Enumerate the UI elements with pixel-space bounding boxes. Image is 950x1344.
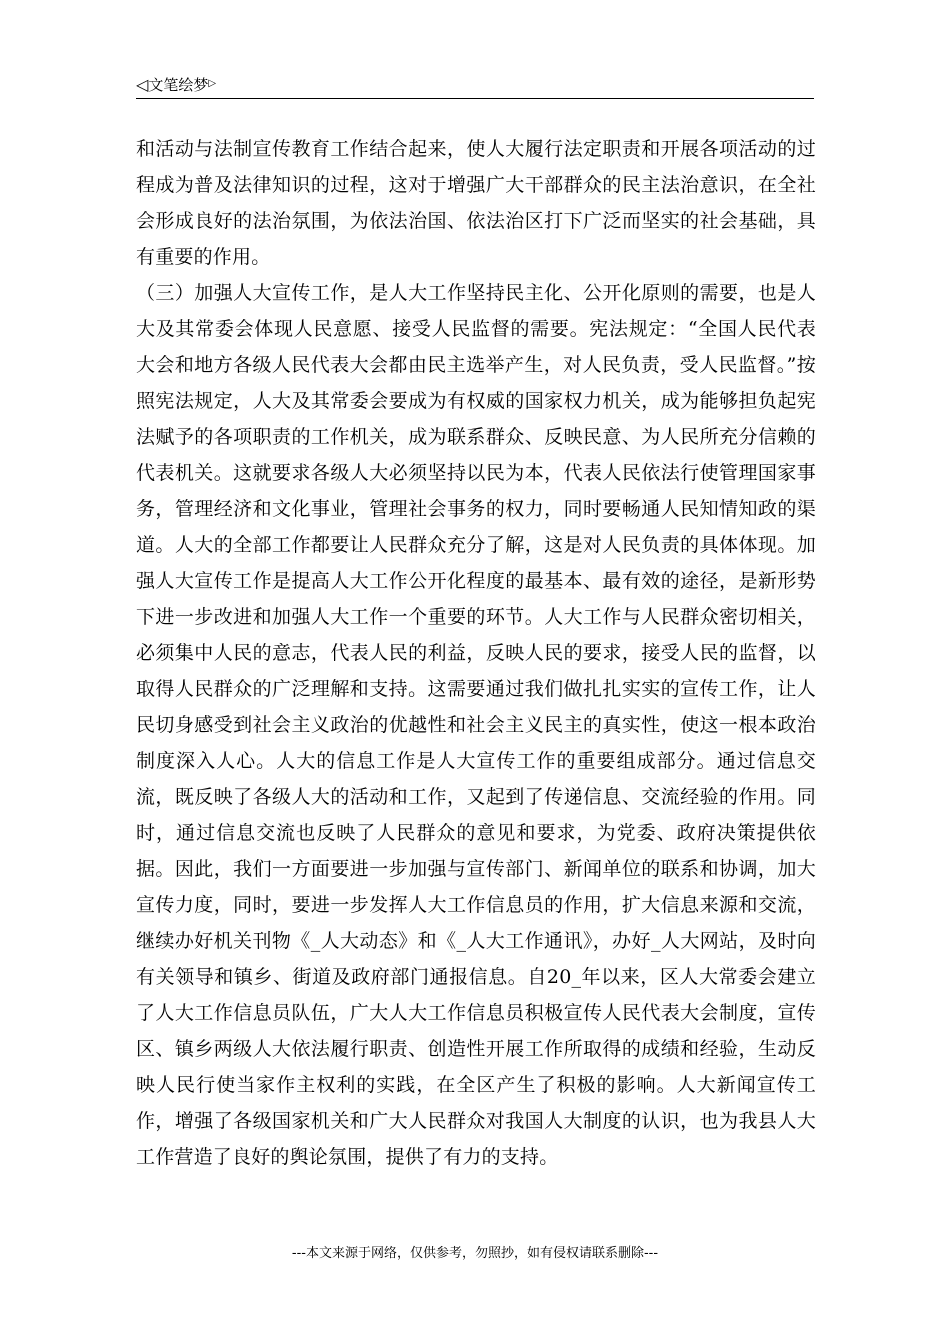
document-body — [136, 131, 816, 1175]
right-triangle-icon: ▷ — [208, 78, 217, 89]
header-title: 文笔绘梦 — [148, 76, 209, 94]
left-triangle-icon: ◁ — [136, 75, 149, 94]
paragraph-1: 和活动与法制宣传教育工作结合起来，使人大履行法定职责和开展各项活动的过程成为普及法律知识的过程，这对于增强广大干部群众的民主法治意识，在全社会形成良好的法治氛围，为依法治国、依法治区打下广泛而坚实的社会基础，具有重要的作用。 — [136, 138, 816, 268]
page-header — [136, 74, 814, 99]
footer-notice: ---本文来源于网络，仅供参考，勿照抄，如有侵权请联系删除--- — [291, 1246, 659, 1261]
paragraph-2: （三）加强人大宣传工作，是人大工作坚持民主化、公开化原则的需要，也是人大及其常委会体现人民意愿、接受人民监督的需要。宪法规定：“全国人民代表大会和地方各级人民代表大会都由民主选举产生，对人民负责，受人民监督。”按照宪法规定，人大及其常委会要成为有权威的国家权力机关，成为能够担负起宪法赋予的各项职责的工作机关，成为联系群众、反映民意、为人民所充分信赖的代表机关。这就要求各级人大必须坚持以民为本，代表人民依法行使管理国家事务，管理经济和文化事业，管理社会事务的权力，同时要畅通人民知情知政的渠道。人大的全部工作都要让人民群众充分了解，这是对人民负责的具体体现。加强人大宣传工作是提高人大工作公开化程度的最基本、最有效的途径，是新形势下进一步改进和加强人大工作一个重要的环节。人大工作与人民群众密切相关，必须集中人民的意志，代表人民的利益，反映人民的要求，接受人民的监督，以取得人民群众的广泛理解和支持。这需要通过我们做扎扎实实的宣传工作，让人民切身感受到社会主义政治的优越性和社会主义民主的真实性，使这一根本政治制度深入人心。人大的信息工作是人大宣传工作的重要组成部分。通过信息交流，既反映了各级人大的活动和工作，又起到了传递信息、交流经验的作用。同时，通过信息交流也反映了人民群众的意见和要求，为党委、政府决策提供依据。因此，我们一方面要进一步加强与宣传部门、新闻单位的联系和协调，加大宣传力度，同时，要进一步发挥人大工作信息员的作用，扩大信息来源和交流，继续办好机关刊物《_人大动态》和《_人大工作通讯》，办好_人大网站，及时向有关领导和镇乡、街道及政府部门通报信息。自20_年以来，区人大常委会建立了人大工作信息员队伍，广大人大工作信息员积极宣传人民代表大会制度，宣传区、镇乡两级人大依法履行职责、创造性开展工作所取得的成绩和经验，生动反映人民行使当家作主权利的实践，在全区产生了积极的影响。人大新闻宣传工作，增强了各级国家机关和广大人民群众对我国人大制度的认识，也为我县人大工作营造了良好的舆论氛围，提供了有力的支持。 — [136, 282, 816, 1168]
header-brand — [136, 74, 216, 95]
